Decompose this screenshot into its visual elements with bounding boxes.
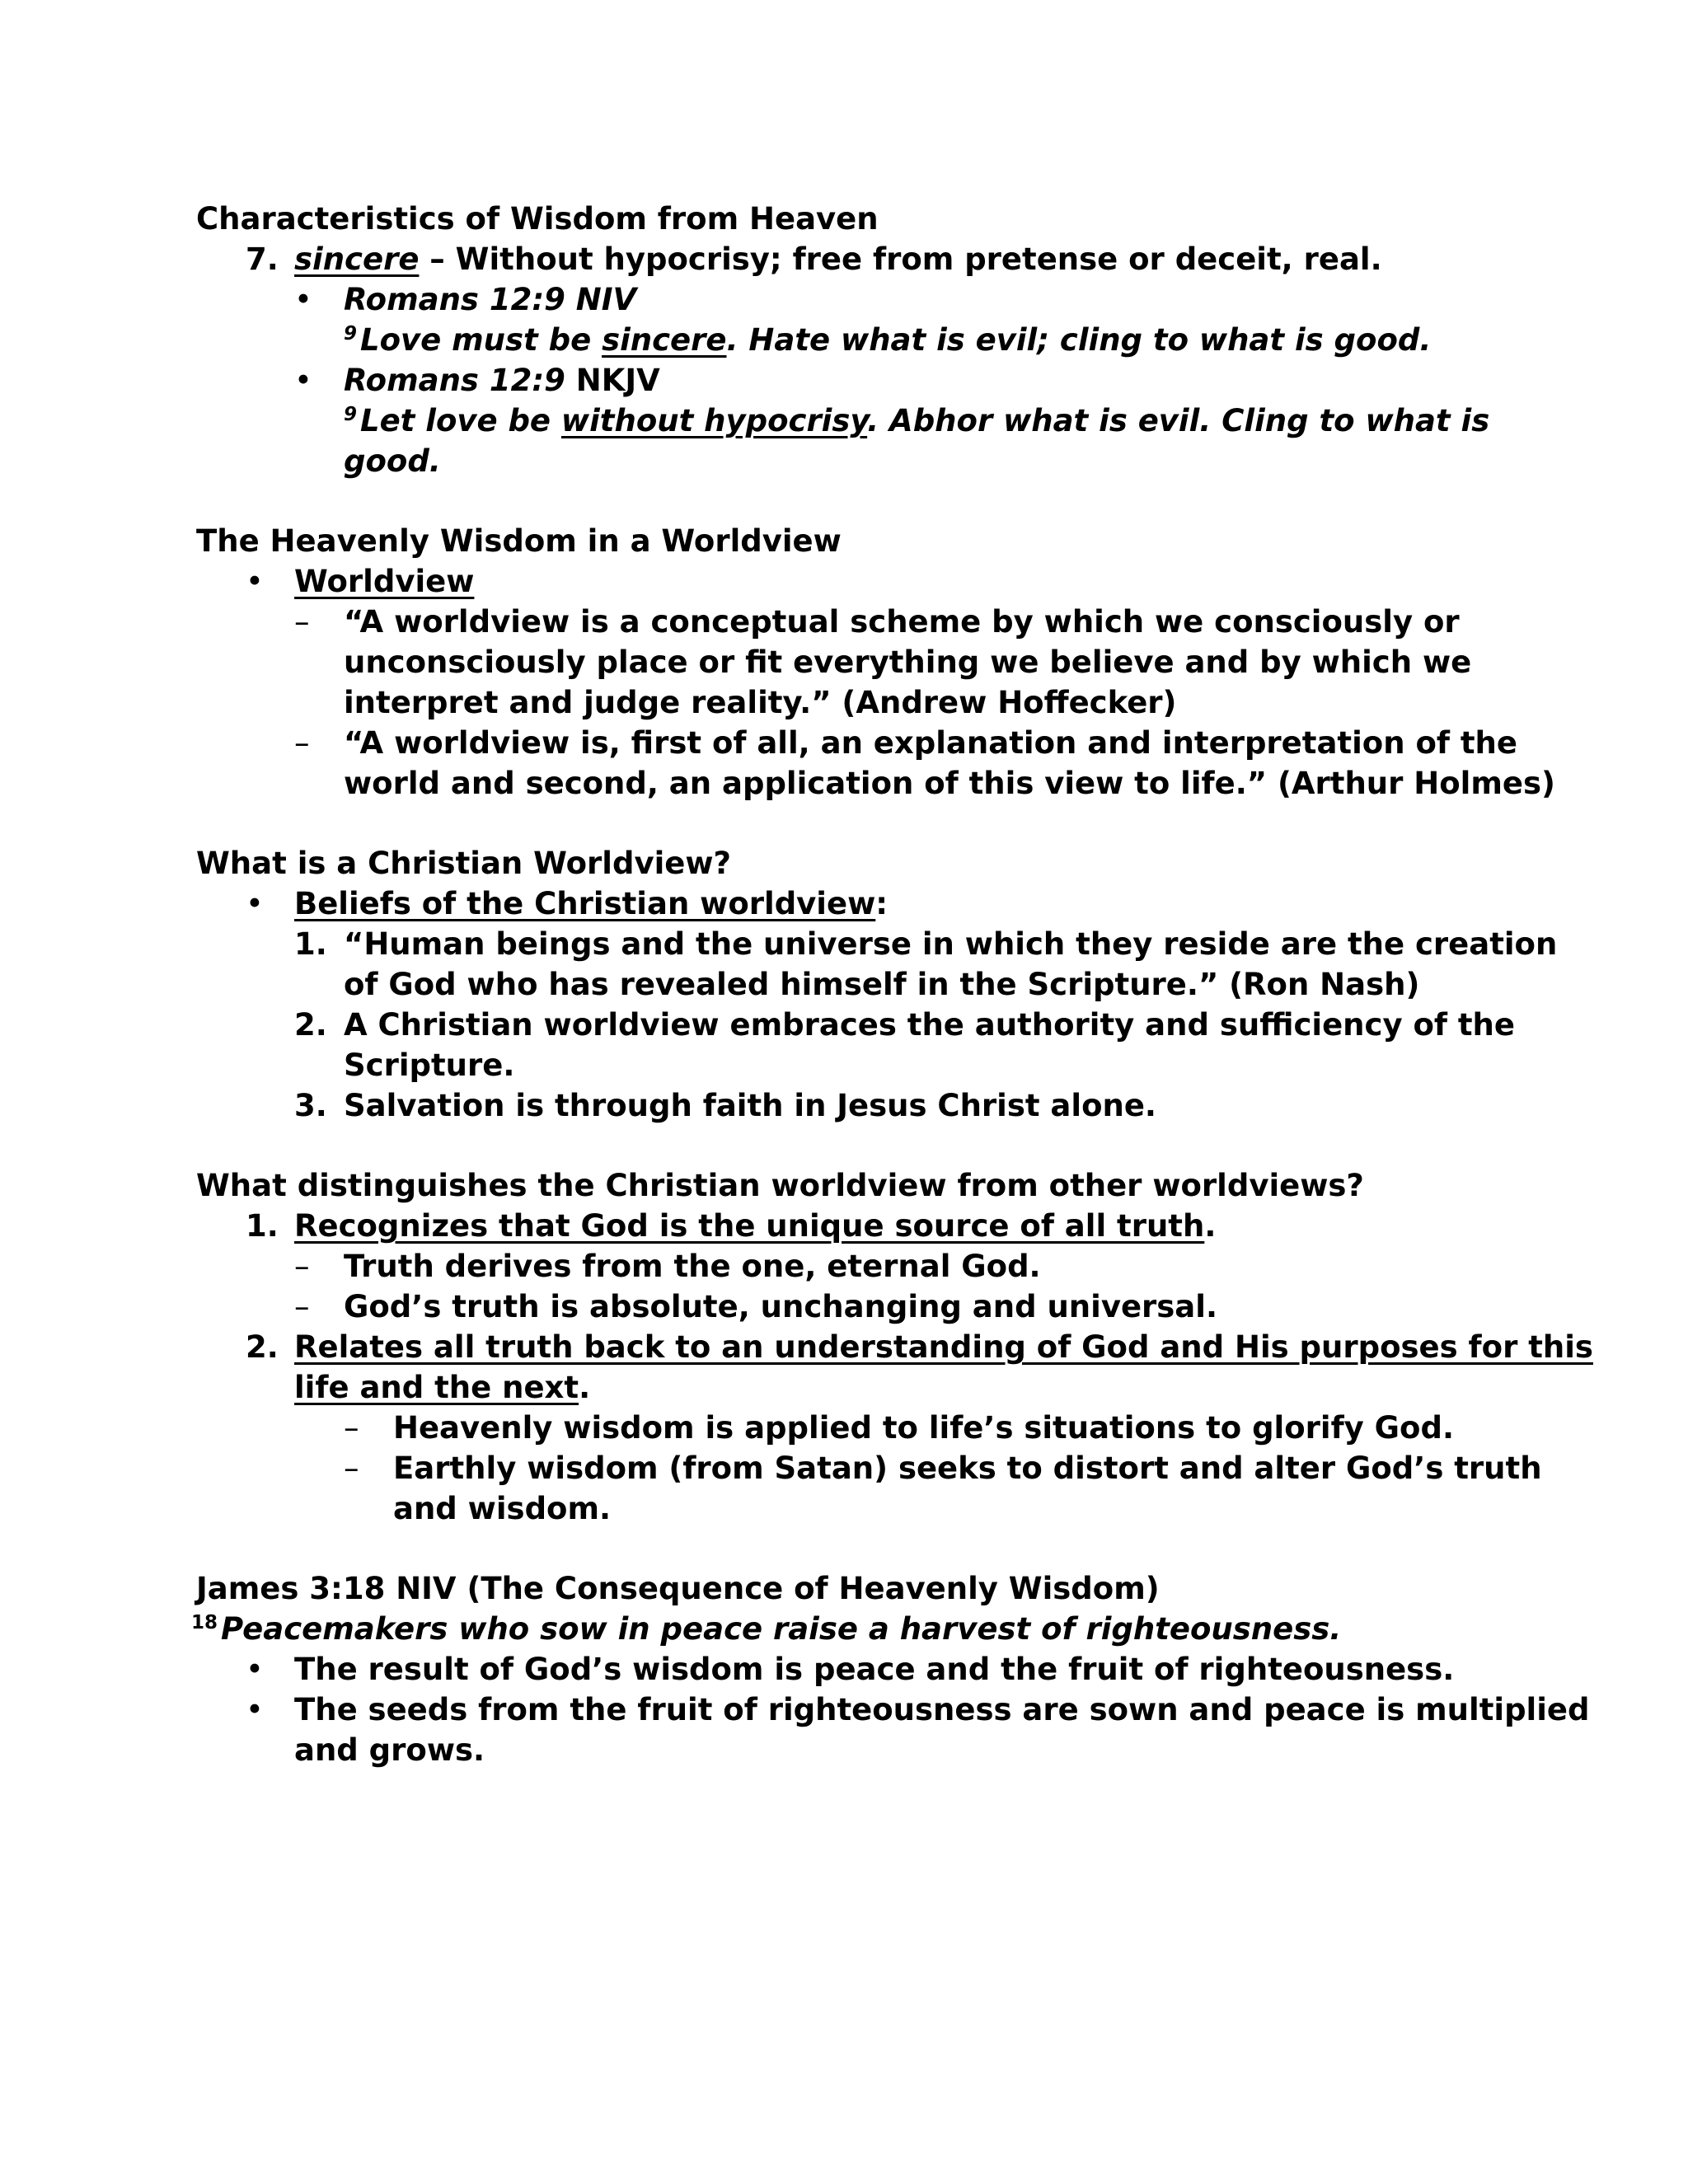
quote-line: interpret and judge reality.” (Andrew Hoffecker) [344, 685, 1177, 720]
list-number: 2. [246, 1329, 279, 1365]
belief-line: Scripture. [344, 1047, 515, 1083]
list-item-relates-truth-continued: life and the next. [294, 1370, 591, 1405]
sub-point: Heavenly wisdom is applied to life’s situations to glorify God. [393, 1410, 1455, 1446]
sub-point-continued: and wisdom. [393, 1491, 612, 1526]
list-number: 1. [246, 1208, 279, 1244]
quote-line: world and second, an application of this view to life.” (Arthur Holmes) [344, 766, 1555, 801]
scripture-verse: $^9$ Let love be without hypocrisy. Abhor what is evil. Cling to what is [344, 403, 1490, 438]
list-item-worldview: Worldview [294, 564, 475, 599]
dash-icon: – [344, 1451, 359, 1486]
list-item-continued: and grows. [294, 1732, 485, 1768]
bullet-icon: • [246, 1652, 264, 1687]
dash-icon: – [294, 604, 310, 640]
bullet-icon: • [246, 564, 264, 599]
scripture-verse-continued: good. [344, 443, 441, 479]
list-number: 2. [294, 1007, 327, 1043]
dash-icon: – [294, 1249, 310, 1284]
list-number: 1. [294, 926, 327, 962]
term-definition: – Without hypocrisy; free from pretense or deceit, real. [419, 241, 1382, 277]
belief-line: Salvation is through faith in Jesus Christ alone. [344, 1088, 1156, 1123]
list-item-unique-source: Recognizes that God is the unique source of all truth. [294, 1208, 1217, 1244]
list-number: 7. [246, 241, 279, 277]
sub-point: Earthly wisdom (from Satan) seeks to distort and alter God’s truth [393, 1451, 1542, 1486]
list-item-sincere [294, 239, 1382, 279]
bullet-icon: • [294, 363, 312, 398]
quote-line: “A worldview is a conceptual scheme by which we consciously or [344, 604, 1460, 640]
verse-number: 9 [344, 323, 358, 344]
section-heading-heavenly-wisdom-worldview: The Heavenly Wisdom in a Worldview [196, 523, 842, 559]
quote-line: unconsciously place or fit everything we believe and by which we [344, 644, 1472, 680]
quote-line: “A worldview is, first of all, an explanation and interpretation of the [344, 725, 1517, 761]
scripture-verse: $^{18}$ Peacemakers who sow in peace raise a harvest of righteousness. [191, 1611, 1342, 1647]
scripture-reference: Romans 12:9 NKJV [344, 363, 660, 398]
verse-number: 18 [191, 1612, 218, 1633]
term-sincere: sincere [294, 241, 420, 277]
list-item: The result of God’s wisdom is peace and the fruit of righteousness. [294, 1652, 1455, 1687]
dash-icon: – [294, 1289, 310, 1324]
list-number: 3. [294, 1088, 327, 1123]
list-item-relates-truth: Relates all truth back to an understanding of God and His purposes for this [294, 1329, 1593, 1365]
section-heading-christian-worldview: What is a Christian Worldview? [196, 846, 731, 881]
scripture-verse: $^9$ Love must be sincere. Hate what is evil; cling to what is good. [344, 322, 1432, 358]
belief-line: “Human beings and the universe in which they reside are the creation [344, 926, 1558, 962]
dash-icon: – [294, 725, 310, 761]
belief-line: A Christian worldview embraces the authority and sufficiency of the [344, 1007, 1515, 1043]
section-heading-wisdom-characteristics: Characteristics of Wisdom from Heaven [196, 201, 879, 237]
sub-point: Truth derives from the one, eternal God. [344, 1249, 1041, 1284]
bullet-icon: • [246, 886, 264, 921]
list-item: The seeds from the fruit of righteousness are sown and peace is multiplied [294, 1692, 1590, 1727]
section-heading-james: James 3:18 NIV (The Consequence of Heavenly Wisdom) [196, 1571, 1160, 1606]
sub-point: God’s truth is absolute, unchanging and universal. [344, 1289, 1218, 1324]
section-heading-distinguishes: What distinguishes the Christian worldview from other worldviews? [196, 1168, 1364, 1203]
list-item-beliefs: Beliefs of the Christian worldview: [294, 886, 889, 921]
belief-line: of God who has revealed himself in the Scripture.” (Ron Nash) [344, 967, 1420, 1002]
verse-number: 9 [344, 404, 358, 425]
dash-icon: – [344, 1410, 359, 1446]
bullet-icon: • [246, 1692, 264, 1727]
scripture-reference: Romans 12:9 NIV [344, 282, 637, 317]
bullet-icon: • [294, 282, 312, 317]
